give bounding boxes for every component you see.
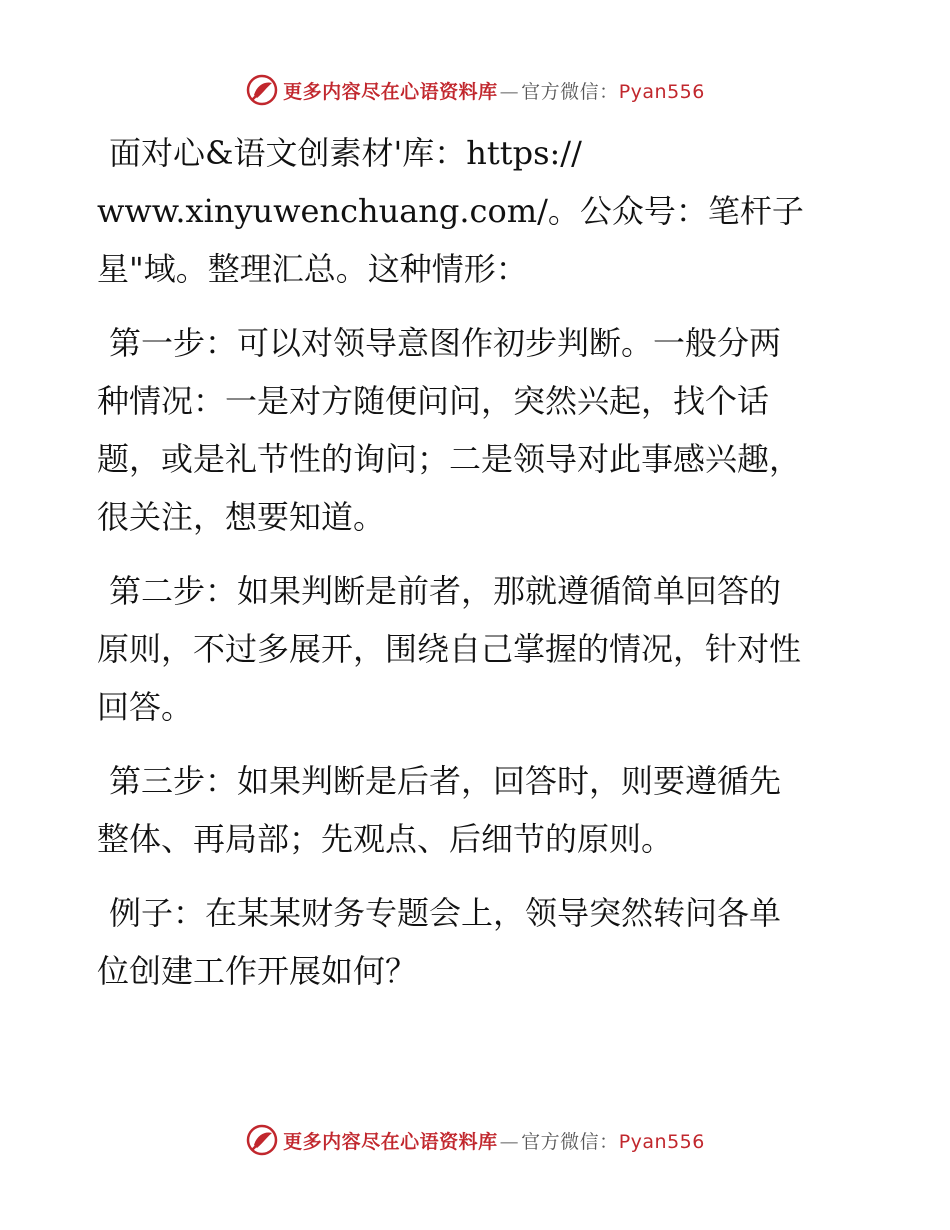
header-banner [0, 68, 950, 112]
brand-logo-icon [245, 1123, 279, 1157]
document-body [97, 124, 857, 1016]
paragraph-example: 例子：在某某财务专题会上，领导突然转问各单 位创建工作开展如何？ [97, 894, 782, 990]
paragraph-source-note: 面对心&语文创素材'库：https:// www.xinyuwenchuang.com/。公众号：笔杆子 星"域。整理汇总。这种情形： [97, 134, 804, 288]
brand-logo-icon [245, 73, 279, 107]
paragraph-step-one: 第一步：可以对领导意图作初步判断。一般分两 种情况：一是对方随便问问，突然兴起，找个话 题，或是礼节性的询问；二是领导对此事感兴趣， 很关注，想要知道。 [97, 324, 802, 536]
footer-banner [0, 1118, 950, 1162]
paragraph-step-two: 第二步：如果判断是前者，那就遵循简单回答的 原则，不过多展开，围绕自己掌握的情况，针对性 回答。 [97, 572, 802, 726]
banner-text: 更多内容尽在心语资料库 — 官方微信：Pyan556 [283, 80, 705, 103]
banner-text: 更多内容尽在心语资料库 — 官方微信：Pyan556 [283, 1130, 705, 1153]
paragraph-step-three: 第三步：如果判断是后者，回答时，则要遵循先 整体、再局部；先观点、后细节的原则。 [97, 762, 782, 858]
